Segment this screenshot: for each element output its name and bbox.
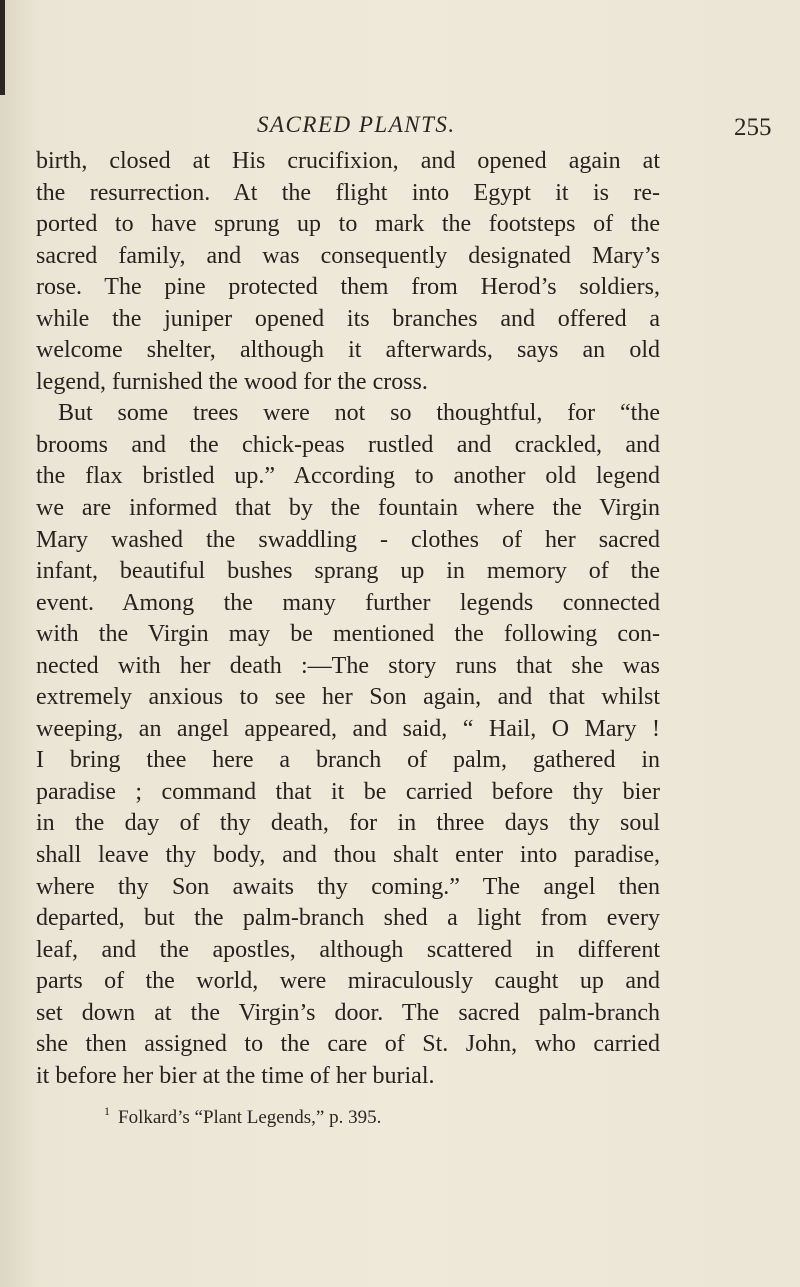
- binding-edge-line: [0, 0, 5, 95]
- text-line: birth, closed at His crucifixion, and opened again at: [36, 148, 660, 174]
- text-line: leaf, and the apostles, although scattered in different: [36, 936, 660, 963]
- text-line: brooms and the chick-peas rustled and crackled, and: [36, 431, 660, 458]
- text-line: with the Virgin may be mentioned the following con-: [36, 621, 660, 648]
- text-line: we are informed that by the fountain where the Virgin: [36, 495, 660, 522]
- text-line: while the juniper opened its branches and offered a: [36, 305, 660, 332]
- text-line: rose. The pine protected them from Herod’s soldiers,: [36, 274, 660, 301]
- text-line: ported to have sprung up to mark the footsteps of the: [36, 211, 660, 238]
- footnote-marker: 1: [104, 1104, 110, 1118]
- text-line: departed, but the palm-branch shed a light from every: [36, 905, 660, 932]
- text-line: where thy Son awaits thy coming.” The angel then: [36, 873, 660, 900]
- text-line: infant, beautiful bushes sprang up in memory of the: [36, 558, 660, 585]
- text-line: weeping, an angel appeared, and said, “ Hail, O Mary !: [36, 715, 660, 742]
- text-line: it before her bier at the time of her burial.: [36, 1062, 435, 1089]
- text-line: she then assigned to the care of St. John, who carried: [36, 1031, 660, 1058]
- text-line: welcome shelter, although it afterwards, says an old: [36, 337, 660, 364]
- text-line: shall leave thy body, and thou shalt enter into paradise,: [36, 842, 660, 869]
- text-line: legend, furnished the wood for the cross.: [36, 368, 428, 395]
- text-line: the flax bristled up.” According to another old legend: [36, 463, 660, 490]
- page-header: [0, 104, 800, 140]
- page-number: 255: [734, 114, 772, 141]
- text-line: I bring thee here a branch of palm, gathered in: [36, 747, 660, 774]
- text-line: parts of the world, were miraculously caught up and: [36, 968, 660, 995]
- text-line: event. Among the many further legends connected: [36, 589, 660, 616]
- footnote: [104, 1104, 381, 1129]
- footnote-text: Folkard’s “Plant Legends,” p. 395.: [118, 1107, 382, 1128]
- text-line: But some trees were not so thoughtful, for “the: [58, 400, 660, 427]
- text-line: in the day of thy death, for in three days thy soul: [36, 810, 660, 837]
- text-line: the resurrection. At the flight into Egypt it is re-: [36, 179, 660, 206]
- running-title: SACRED PLANTS.: [257, 112, 456, 137]
- text-line: extremely anxious to see her Son again, and that whilst: [36, 684, 660, 711]
- body-text: [36, 146, 660, 1092]
- text-line: Mary washed the swaddling - clothes of her sacred: [36, 526, 660, 553]
- text-line: sacred family, and was consequently designated Mary’s: [36, 242, 660, 269]
- text-line: set down at the Virgin’s door. The sacred palm-branch: [36, 999, 660, 1026]
- text-line: nected with her death :—The story runs that she was: [36, 652, 660, 679]
- text-line: paradise ; command that it be carried before thy bier: [36, 778, 660, 805]
